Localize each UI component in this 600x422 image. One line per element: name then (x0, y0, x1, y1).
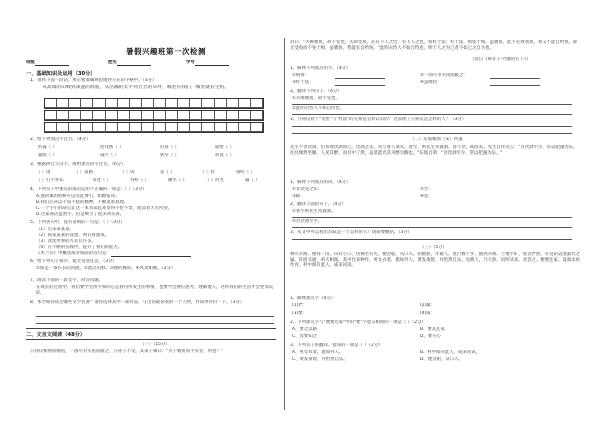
answer-line (36, 316, 274, 317)
question-2: 2、翻译下列句子。（4分） (290, 89, 342, 94)
q3-option: B、村中闻有此人，咸来问讯。 (420, 350, 481, 355)
question-4: 4、下列句子中加点的成语运用不正确的一项是：（ ）（3分） (30, 187, 147, 192)
q1-item: ①相鲁： (292, 73, 310, 78)
q2-item: 舐犊（ ） (38, 153, 57, 158)
source-note: （选自《韩非子·外储说右下》） (470, 57, 531, 62)
question-3: 3、公孙仪对于"受鱼"与"枉法"的关系是怎样认识的？这表现了公孙仪是怎样的人？（3分） (290, 117, 467, 122)
passage-body: 林尽水源，便得一山，山有小口，仿佛若有光。便舍船，从口入。初极狭，才通人。复行数十步，豁然开朗。土地平旷，屋舍俨然，有良田美池桑竹之属。阡陌交通，鸡犬相闻。其中往来种作，男女衣着，悉如外人。黄发垂髫，并怡然自乐。见渔人，乃大惊，问所从来。具答之。便要还家，设酒杀鸡作食。村中闻有此人，咸来问讯。 (290, 252, 580, 269)
q2-item: 忻戚（ ） (38, 145, 57, 150)
answer-line (490, 78, 540, 79)
page-title: 暑假兴趣班第一次检测 (126, 47, 206, 56)
q3-option: A、男女衣着，悉如外人。 (292, 350, 344, 355)
question-8: 8、本学期你读过哪些文学名著？请你选择其中一部作品，写出你最喜欢的一个人物，并简单评价一下。（3分） (30, 300, 245, 305)
q5-option: （3）改变世界的方式有许多。 (36, 239, 96, 244)
q1-item: ③枉于法： (292, 80, 314, 85)
q1-item: ④莫： (420, 194, 433, 199)
q5-option: （2）按某某某的设想，两日将建成。 (36, 233, 110, 238)
q5-note (36, 251, 191, 257)
q3-item: 谷粒（ ） (130, 178, 149, 183)
section-divider (26, 339, 276, 340)
passage-body: 公孙仪相鲁而嗜鱼，一国尽争买鱼而献之，公孙子不受。其弟子谏曰："夫子嗜鱼而不受者，何也？" (30, 349, 223, 354)
answer-line (292, 239, 572, 240)
q2-item: 屋邦然（ ） (100, 145, 124, 150)
q3-item: 狗吠（ ） (236, 170, 255, 175)
q3-item: 书卷（ ） (92, 178, 111, 183)
q3-item: （ ）打不亦乐 (36, 178, 64, 183)
question-1: 1、解释下列加点的词。（4分） (290, 180, 351, 185)
class-field (26, 60, 69, 66)
q6-body: ①那是一条长长的河流。②流过山野。③曲折婉转。④风景如画。（2分） (36, 266, 176, 271)
answer-line (292, 114, 572, 115)
section-heading: 一、基础知识及运用（30分） (26, 71, 96, 77)
q2-item: 归客（ ） (160, 145, 179, 150)
q2-item: 镜片（ ） (100, 153, 119, 158)
answer-line (292, 126, 572, 127)
q3-item: （ ）衣 (200, 170, 215, 175)
q2-item: 嵇壁（ ） (215, 145, 234, 150)
q1-item: ④虽嗜鱼： (420, 80, 442, 85)
q2-option: C、汝要知之 (292, 334, 318, 339)
copy-passage: 从高端的山峰到深邃的海底，从浩瀚的太平到芳芳的草坪，哪里有我们，哪里就有生机。 (42, 85, 230, 90)
question-5: 5、下列各句中，没有语病的一句是：（ ）（3分） (30, 220, 125, 225)
q1-item: (2)属： (420, 303, 436, 308)
name-field (108, 60, 151, 66)
q2-option: A、要之以路 (292, 327, 317, 332)
q2-item: ①客至则先生常置酒。 (292, 209, 336, 214)
id-field (186, 60, 229, 66)
q2-option: D、要小心 (420, 334, 441, 339)
passage-heading: （三）（5分） (420, 245, 447, 250)
q4-option: A.他讲课的时候可以旁征博引，如数家珍。 (36, 194, 120, 199)
question-2: 2、下列加点字与"便要还家"中的"要"字意义相同的一项是（ ）（2分） (290, 320, 426, 325)
q3-option: C、黄发垂髫，并怡然自乐。 (292, 357, 348, 362)
id-label: 学号 (186, 60, 195, 65)
q2-item: ①夫唯嗜鱼，故不受也。 (292, 96, 340, 101)
q2-item: ②此明夫恃人不如自恃也。 (292, 106, 345, 111)
answer-line (335, 78, 385, 79)
q7-body: 在成长的过程中，我们要学会用平和的心态看待所发生的事情，也要学会换位思考，理解他人，这样我们的生活才会更加美好。 (36, 285, 274, 296)
q3-item: 遍（ ） (245, 178, 260, 183)
question-3: 3、从文中可以看出苏轼是一个怎样的人？请简要概括。（3分） (290, 230, 412, 235)
q1-item: (3)要： (292, 311, 308, 316)
question-1: 1、解释下列加点的字。（4分） (290, 66, 351, 71)
q3-option: D、便舍船，从口入。 (420, 357, 463, 362)
q3-item: （ ）道路 (74, 170, 93, 175)
q3-item: 雷（ ） (160, 170, 175, 175)
answer-line (36, 323, 274, 324)
question-2: 2、翻译下面的句子。（4分） (290, 202, 347, 207)
answer-line (490, 85, 540, 86)
question-1: 1、解释加点字（4分） (290, 296, 336, 301)
q1-item: ②一国尽争买鱼而献之： (420, 73, 468, 78)
section-heading: 二、文言文阅读（48分） (26, 332, 86, 338)
question-3: 3、根据拼音写汉字，或给加点的字注音。（6分） (30, 162, 126, 167)
class-label: 班级 (26, 60, 35, 65)
column-divider (284, 38, 285, 410)
q4-option: C.一个小小的缺点让这一本书读起来显得不伦不类，使读者大失所望。 (36, 206, 173, 211)
question-6: 6、给下列句子排序，使之语意连贯。（3分） (30, 259, 117, 264)
q1-item: (1)俨： (292, 303, 308, 308)
q3-item: （ ）雨 (36, 170, 51, 175)
q2-item: 狭窄（ ） (160, 153, 179, 158)
q3-item: 潮水（ ） (168, 178, 187, 183)
answer-line (292, 227, 572, 228)
writing-grid-row-3 (44, 122, 264, 133)
q1-item: ①非饮先之乐： (292, 187, 323, 192)
q3-item: （ ）凶 (120, 170, 135, 175)
q2-item: ②吾饮酒至少。 (292, 219, 323, 224)
writing-grid-row-1 (44, 98, 264, 109)
q1-item: ②至： (420, 187, 433, 192)
passage-body: 对曰："夫唯嗜鱼，故不受也。夫即受鱼，必有下人之色；有下人之色，将枉于法；枉于法，则免于相。虽嗜鱼，此不必致我鱼，我又不能自给鱼。即无受鱼而不免于相，虽嗜鱼，我能长自给鱼。"此明夫恃人不如自恃也，明于人之为己者不如己之自为也。 (290, 40, 578, 51)
answer-line (292, 104, 572, 105)
q5-note-text: 《木兰诗》中概述战争场面的诗句是： (36, 251, 111, 256)
passage-body: 先生不善饮酒，但喜欢饮酒而已。饮酒之乐，常与客人谈笑。客至，则先生常置酒，客不饮，或辞去。先生自作诗云："吾饮酒至少，常以把盏为乐，往往颓然坐睡，人见其醉，而吾中了然，盖莫能名其为醉为醒也。"东坡自谓："吾饮酒至少，常以把盏为乐。" (290, 145, 578, 156)
q2-option: B、要其还家 (420, 327, 445, 332)
passage-heading: （一）（15分） (140, 342, 170, 347)
question-3: 3、下列句子的翻译，错误的一项是（ ）（2分） (290, 343, 383, 348)
q3-item: （ ）时光 (205, 178, 224, 183)
q4-option: B.我们应该以不屈不挠的精神，不断追求真理。 (36, 200, 129, 205)
q5-option: （1）后来某某某。 (36, 227, 74, 232)
q1-item: (4)咸： (420, 311, 436, 316)
answer-line (335, 85, 385, 86)
name-label: 姓名 (108, 60, 117, 65)
answer-line (292, 217, 572, 218)
q5-option: （4）在不断的实践中，提升了我们的能力。 (36, 245, 123, 250)
q4-option: D.这家商店虽然小，但是吸引了很多回头客。 (36, 212, 125, 217)
section-divider (26, 328, 276, 329)
writing-grid-row-2 (44, 110, 264, 121)
q1-item: ③辄： (292, 194, 305, 199)
question-2: 2、给下列加点字注音。（4分） (30, 137, 91, 142)
passage-heading: （二）东坡嗜酒（宋）何薳 (410, 137, 463, 142)
question-7: 7、阅读下面的一段文字，回答问题。 (30, 278, 104, 283)
q2-item: 窈窕（ ） (215, 153, 234, 158)
answer-line (292, 133, 572, 134)
question-1: 1、请将下面一段话，用正楷准确规范地抄写在田字格中。（3分） (30, 78, 157, 83)
